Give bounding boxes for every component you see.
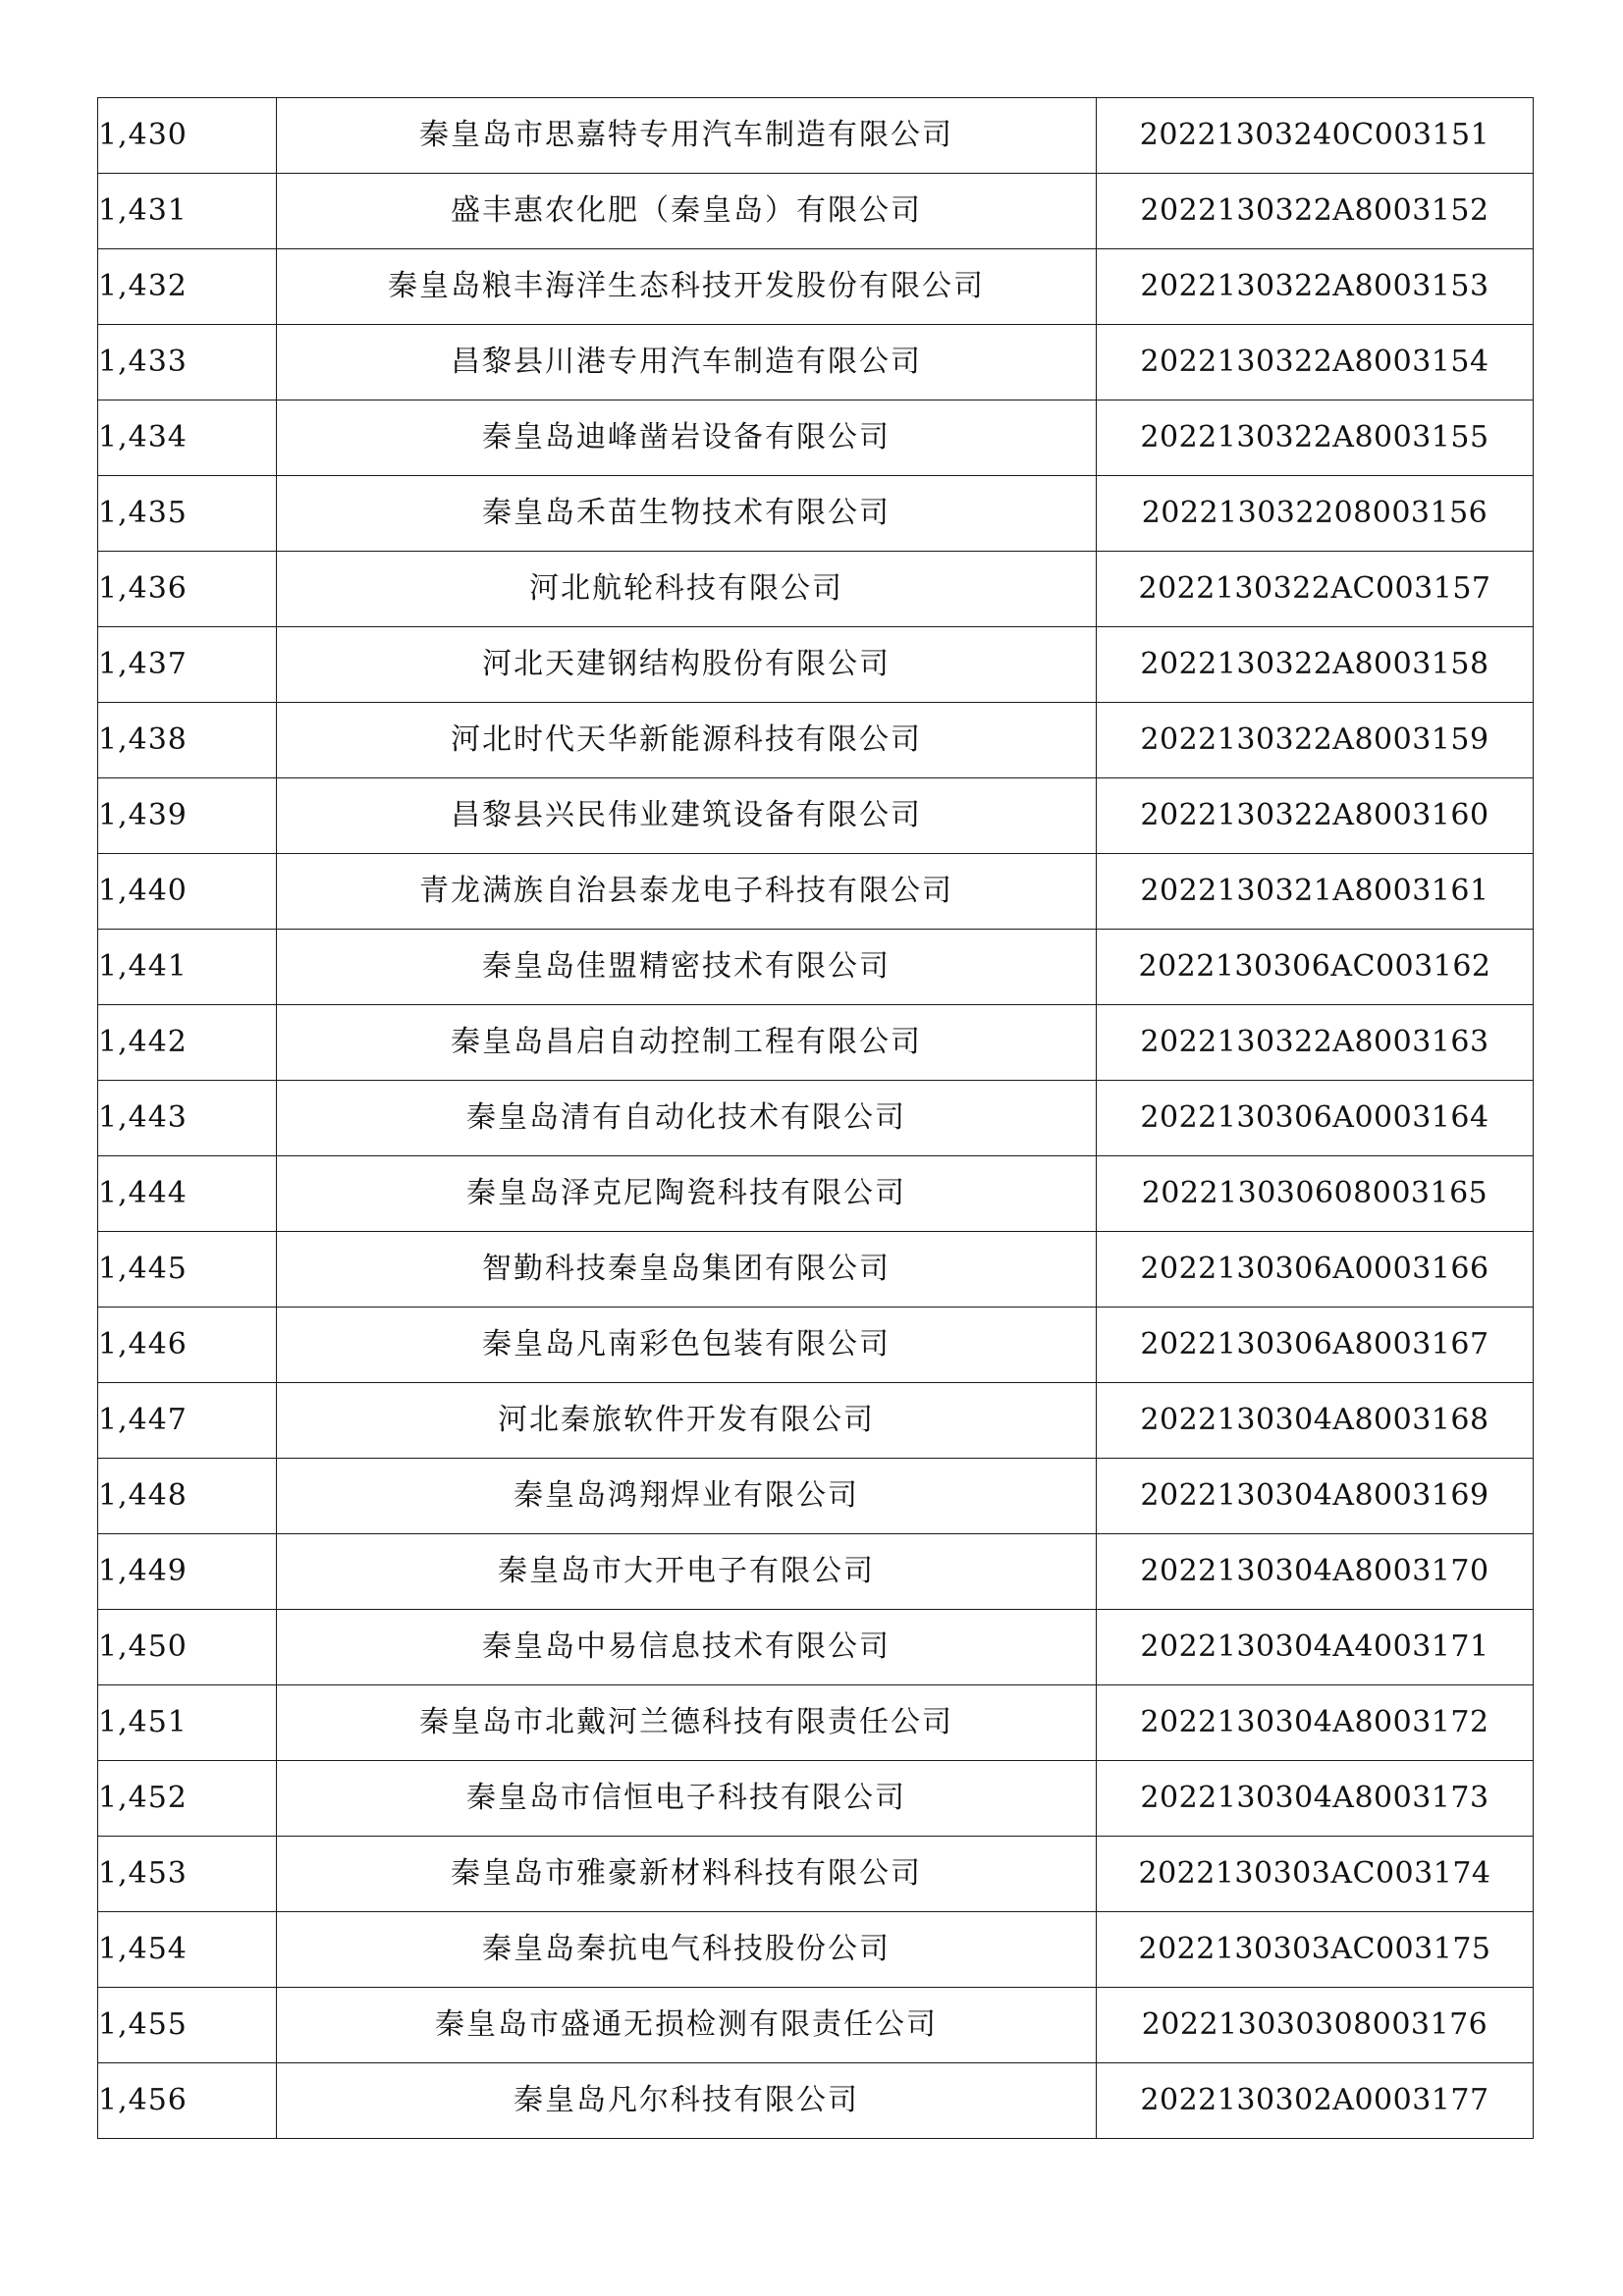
table-row (98, 1988, 1534, 2063)
table-row (98, 778, 1534, 854)
table-row (98, 552, 1534, 627)
registration-code-cell: 2022130304A8003173 (1097, 1761, 1534, 1837)
table-row (98, 325, 1534, 400)
row-number-cell: 1,452 (98, 1761, 277, 1837)
registration-code-cell: 2022130304A8003172 (1097, 1685, 1534, 1761)
company-name-cell: 河北航轮科技有限公司 (277, 552, 1097, 627)
registration-code-cell: 202213032208003156 (1097, 476, 1534, 552)
registration-code-cell: 2022130306A8003167 (1097, 1308, 1534, 1383)
company-name-cell: 秦皇岛中易信息技术有限公司 (277, 1610, 1097, 1685)
row-number-cell: 1,436 (98, 552, 277, 627)
table-row (98, 1308, 1534, 1383)
company-name-cell: 秦皇岛秦抗电气科技股份公司 (277, 1912, 1097, 1988)
company-name-cell: 秦皇岛鸿翔焊业有限公司 (277, 1459, 1097, 1534)
registration-code-cell: 2022130304A8003168 (1097, 1383, 1534, 1459)
company-name-cell: 秦皇岛市思嘉特专用汽车制造有限公司 (277, 98, 1097, 174)
company-name-cell: 秦皇岛迪峰凿岩设备有限公司 (277, 400, 1097, 476)
row-number-cell: 1,449 (98, 1534, 277, 1610)
company-name-cell: 秦皇岛市盛通无损检测有限责任公司 (277, 1988, 1097, 2063)
company-registry-table (97, 97, 1534, 2139)
registration-code-cell: 202213030608003165 (1097, 1156, 1534, 1232)
registration-code-cell: 2022130322A8003160 (1097, 778, 1534, 854)
table-row (98, 1005, 1534, 1081)
company-name-cell: 昌黎县川港专用汽车制造有限公司 (277, 325, 1097, 400)
row-number-cell: 1,445 (98, 1232, 277, 1308)
company-name-cell: 秦皇岛凡南彩色包装有限公司 (277, 1308, 1097, 1383)
registration-code-cell: 2022130306AC003162 (1097, 930, 1534, 1005)
registration-code-cell: 2022130322A8003155 (1097, 400, 1534, 476)
company-name-cell: 秦皇岛禾苗生物技术有限公司 (277, 476, 1097, 552)
table-row (98, 930, 1534, 1005)
registration-code-cell: 2022130304A8003169 (1097, 1459, 1534, 1534)
registration-code-cell: 2022130322A8003153 (1097, 249, 1534, 325)
table-row (98, 1610, 1534, 1685)
registration-code-cell: 2022130303AC003175 (1097, 1912, 1534, 1988)
registration-code-cell: 2022130322A8003154 (1097, 325, 1534, 400)
registration-code-cell: 2022130322A8003159 (1097, 703, 1534, 778)
row-number-cell: 1,437 (98, 627, 277, 703)
row-number-cell: 1,438 (98, 703, 277, 778)
company-name-cell: 秦皇岛凡尔科技有限公司 (277, 2063, 1097, 2139)
row-number-cell: 1,455 (98, 1988, 277, 2063)
company-name-cell: 秦皇岛泽克尼陶瓷科技有限公司 (277, 1156, 1097, 1232)
row-number-cell: 1,447 (98, 1383, 277, 1459)
row-number-cell: 1,441 (98, 930, 277, 1005)
table-row (98, 98, 1534, 174)
registration-code-cell: 20221303240C003151 (1097, 98, 1534, 174)
table-row (98, 703, 1534, 778)
company-name-cell: 秦皇岛粮丰海洋生态科技开发股份有限公司 (277, 249, 1097, 325)
company-name-cell: 秦皇岛清有自动化技术有限公司 (277, 1081, 1097, 1156)
registration-code-cell: 2022130321A8003161 (1097, 854, 1534, 930)
row-number-cell: 1,448 (98, 1459, 277, 1534)
row-number-cell: 1,444 (98, 1156, 277, 1232)
row-number-cell: 1,451 (98, 1685, 277, 1761)
row-number-cell: 1,434 (98, 400, 277, 476)
table-body (98, 98, 1534, 2139)
row-number-cell: 1,439 (98, 778, 277, 854)
table-row (98, 854, 1534, 930)
table-row (98, 249, 1534, 325)
company-name-cell: 秦皇岛佳盟精密技术有限公司 (277, 930, 1097, 1005)
company-name-cell: 智勤科技秦皇岛集团有限公司 (277, 1232, 1097, 1308)
row-number-cell: 1,435 (98, 476, 277, 552)
table-row (98, 1761, 1534, 1837)
table-row (98, 1534, 1534, 1610)
row-number-cell: 1,432 (98, 249, 277, 325)
row-number-cell: 1,440 (98, 854, 277, 930)
table-row (98, 1912, 1534, 1988)
table-row (98, 1837, 1534, 1912)
row-number-cell: 1,430 (98, 98, 277, 174)
document-page (97, 97, 1533, 2139)
company-name-cell: 昌黎县兴民伟业建筑设备有限公司 (277, 778, 1097, 854)
table-row (98, 1232, 1534, 1308)
company-name-cell: 河北秦旅软件开发有限公司 (277, 1383, 1097, 1459)
row-number-cell: 1,453 (98, 1837, 277, 1912)
company-name-cell: 河北天建钢结构股份有限公司 (277, 627, 1097, 703)
row-number-cell: 1,433 (98, 325, 277, 400)
registration-code-cell: 2022130322A8003163 (1097, 1005, 1534, 1081)
row-number-cell: 1,450 (98, 1610, 277, 1685)
registration-code-cell: 2022130322A8003152 (1097, 174, 1534, 249)
table-row (98, 400, 1534, 476)
registration-code-cell: 2022130304A8003170 (1097, 1534, 1534, 1610)
row-number-cell: 1,443 (98, 1081, 277, 1156)
company-name-cell: 秦皇岛市大开电子有限公司 (277, 1534, 1097, 1610)
table-row (98, 2063, 1534, 2139)
registration-code-cell: 2022130304A4003171 (1097, 1610, 1534, 1685)
registration-code-cell: 2022130302A0003177 (1097, 2063, 1534, 2139)
table-row (98, 476, 1534, 552)
table-row (98, 1156, 1534, 1232)
company-name-cell: 秦皇岛市北戴河兰德科技有限责任公司 (277, 1685, 1097, 1761)
company-name-cell: 盛丰惠农化肥（秦皇岛）有限公司 (277, 174, 1097, 249)
row-number-cell: 1,442 (98, 1005, 277, 1081)
registration-code-cell: 2022130322A8003158 (1097, 627, 1534, 703)
row-number-cell: 1,454 (98, 1912, 277, 1988)
registration-code-cell: 2022130306A0003166 (1097, 1232, 1534, 1308)
row-number-cell: 1,446 (98, 1308, 277, 1383)
company-name-cell: 秦皇岛昌启自动控制工程有限公司 (277, 1005, 1097, 1081)
row-number-cell: 1,431 (98, 174, 277, 249)
registration-code-cell: 2022130306A0003164 (1097, 1081, 1534, 1156)
company-name-cell: 秦皇岛市雅豪新材料科技有限公司 (277, 1837, 1097, 1912)
company-name-cell: 河北时代天华新能源科技有限公司 (277, 703, 1097, 778)
registration-code-cell: 2022130303AC003174 (1097, 1837, 1534, 1912)
registration-code-cell: 202213030308003176 (1097, 1988, 1534, 2063)
row-number-cell: 1,456 (98, 2063, 277, 2139)
company-name-cell: 青龙满族自治县泰龙电子科技有限公司 (277, 854, 1097, 930)
table-row (98, 1685, 1534, 1761)
table-row (98, 627, 1534, 703)
table-row (98, 1081, 1534, 1156)
registration-code-cell: 2022130322AC003157 (1097, 552, 1534, 627)
company-name-cell: 秦皇岛市信恒电子科技有限公司 (277, 1761, 1097, 1837)
table-row (98, 1383, 1534, 1459)
table-row (98, 174, 1534, 249)
table-row (98, 1459, 1534, 1534)
